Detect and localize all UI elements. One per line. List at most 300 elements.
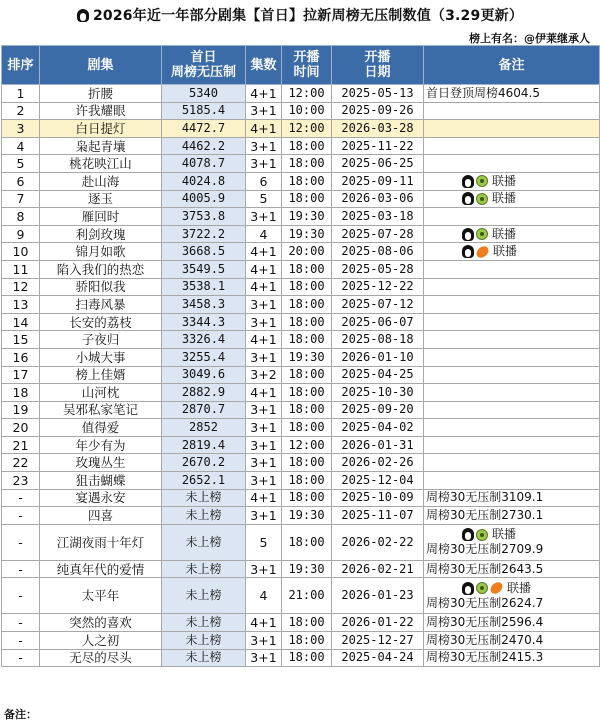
cell-date: 2025-05-28 xyxy=(332,260,424,278)
cell-rank: - xyxy=(2,632,40,650)
cell-score: 未上榜 xyxy=(162,524,246,560)
cell-drama: 无尽的尽头 xyxy=(40,649,162,667)
cell-note xyxy=(424,313,600,331)
cell-score: 2852 xyxy=(162,419,246,437)
page-title: 2026年近一年部分剧集【首日】拉新周榜无压制数值（3.29更新） xyxy=(92,8,524,24)
note-joint-label: 联播 xyxy=(493,244,518,259)
cell-score: 2670.2 xyxy=(162,454,246,472)
cell-date: 2025-05-13 xyxy=(332,85,424,103)
cell-episodes: 5 xyxy=(246,524,282,560)
cell-note xyxy=(424,419,600,437)
cell-rank: 23 xyxy=(2,472,40,490)
cell-score: 3538.1 xyxy=(162,278,246,296)
cell-drama: 人之初 xyxy=(40,632,162,650)
cell-drama: 锦月如歌 xyxy=(40,243,162,261)
cell-drama: 值得爱 xyxy=(40,419,162,437)
cell-episodes: 3+1 xyxy=(246,155,282,173)
cell-episodes: 3+1 xyxy=(246,313,282,331)
mango-icon xyxy=(488,581,504,596)
cell-note xyxy=(424,436,600,454)
cell-rank: 12 xyxy=(2,278,40,296)
cell-note xyxy=(424,489,600,507)
cell-note xyxy=(424,331,600,349)
cell-drama: 太平年 xyxy=(40,578,162,614)
note-joint-label: 联播 xyxy=(492,191,517,206)
cell-drama: 桃花映江山 xyxy=(40,155,162,173)
cell-date: 2025-09-20 xyxy=(332,401,424,419)
cell-score: 未上榜 xyxy=(162,578,246,614)
table-row xyxy=(2,401,600,419)
cell-date: 2025-07-12 xyxy=(332,296,424,314)
cell-drama: 枭起青壤 xyxy=(40,137,162,155)
cell-rank: 15 xyxy=(2,331,40,349)
header-drama: 剧集 xyxy=(40,46,162,85)
cell-date: 2026-02-26 xyxy=(332,454,424,472)
cell-time: 19:30 xyxy=(282,208,332,226)
cell-drama: 年少有为 xyxy=(40,436,162,454)
table-row xyxy=(2,472,600,490)
cell-note xyxy=(424,524,600,560)
table-row xyxy=(2,560,600,578)
cell-date: 2025-12-27 xyxy=(332,632,424,650)
cell-drama: 白日提灯 xyxy=(40,120,162,138)
cell-time: 21:00 xyxy=(282,578,332,614)
header-date-line2: 日期 xyxy=(364,65,391,80)
cell-rank: 11 xyxy=(2,260,40,278)
cell-score: 2652.1 xyxy=(162,472,246,490)
cell-episodes: 3+2 xyxy=(246,366,282,384)
cell-score: 4005.9 xyxy=(162,190,246,208)
cell-drama: 吴邪私家笔记 xyxy=(40,401,162,419)
table-row xyxy=(2,454,600,472)
cell-date: 2025-06-07 xyxy=(332,313,424,331)
cell-drama: 长安的荔枝 xyxy=(40,313,162,331)
cell-score: 3753.8 xyxy=(162,208,246,226)
cell-time: 12:00 xyxy=(282,120,332,138)
cell-score: 3668.5 xyxy=(162,243,246,261)
cell-rank: 4 xyxy=(2,137,40,155)
cell-drama: 骄阳似我 xyxy=(40,278,162,296)
note-line: 周榜30无压制2643.5 xyxy=(426,561,544,576)
table-row xyxy=(2,419,600,437)
cell-score: 未上榜 xyxy=(162,632,246,650)
platform-icons xyxy=(462,192,488,205)
cell-date: 2025-12-22 xyxy=(332,278,424,296)
penguin-icon xyxy=(462,245,474,258)
cell-episodes: 4 xyxy=(246,225,282,243)
cell-note xyxy=(424,260,600,278)
cell-time: 18:00 xyxy=(282,260,332,278)
cell-score: 未上榜 xyxy=(162,560,246,578)
iqiyi-icon xyxy=(476,175,488,187)
cell-score: 2870.7 xyxy=(162,401,246,419)
note-line xyxy=(426,244,597,259)
cell-note xyxy=(424,243,600,261)
cell-note xyxy=(424,384,600,402)
table-row xyxy=(2,85,600,103)
cell-time: 18:00 xyxy=(282,366,332,384)
header-time xyxy=(282,46,332,85)
table-body xyxy=(2,85,600,667)
table-row xyxy=(2,384,600,402)
cell-time: 18:00 xyxy=(282,313,332,331)
cell-episodes: 4+1 xyxy=(246,85,282,103)
cell-score: 3722.2 xyxy=(162,225,246,243)
table-row xyxy=(2,260,600,278)
cell-time: 18:00 xyxy=(282,524,332,560)
table-row xyxy=(2,649,600,667)
table-row xyxy=(2,120,600,138)
cell-episodes: 4+1 xyxy=(246,243,282,261)
table-row xyxy=(2,296,600,314)
cell-time: 19:30 xyxy=(282,560,332,578)
cell-time: 18:00 xyxy=(282,190,332,208)
cell-score: 5340 xyxy=(162,85,246,103)
cell-date: 2026-03-28 xyxy=(332,120,424,138)
table-row xyxy=(2,225,600,243)
cell-score: 未上榜 xyxy=(162,649,246,667)
note-line: 周榜30无压制2596.4 xyxy=(426,615,544,630)
cell-rank: - xyxy=(2,614,40,632)
table-header-row xyxy=(2,46,600,85)
cell-drama: 赴山海 xyxy=(40,172,162,190)
cell-score: 3049.6 xyxy=(162,366,246,384)
cell-drama: 子夜归 xyxy=(40,331,162,349)
table-row xyxy=(2,331,600,349)
note-line: 周榜30无压制2730.1 xyxy=(426,508,544,523)
header-score-line1: 首日 xyxy=(190,50,217,65)
cell-note xyxy=(424,507,600,525)
cell-drama: 四喜 xyxy=(40,507,162,525)
cell-episodes: 4+1 xyxy=(246,331,282,349)
cell-score: 4024.8 xyxy=(162,172,246,190)
cell-date: 2025-09-11 xyxy=(332,172,424,190)
cell-time: 18:00 xyxy=(282,419,332,437)
table-row xyxy=(2,172,600,190)
cell-time: 18:00 xyxy=(282,401,332,419)
cell-note xyxy=(424,649,600,667)
cell-note xyxy=(424,614,600,632)
cell-time: 12:00 xyxy=(282,436,332,454)
cell-date: 2025-09-26 xyxy=(332,102,424,120)
cell-rank: 5 xyxy=(2,155,40,173)
cell-episodes: 3+1 xyxy=(246,436,282,454)
note-line xyxy=(426,581,597,596)
platform-icons xyxy=(462,175,488,188)
cell-episodes: 4+1 xyxy=(246,260,282,278)
cell-episodes: 3+1 xyxy=(246,649,282,667)
ranking-table xyxy=(1,45,600,667)
table-row xyxy=(2,278,600,296)
cell-score: 未上榜 xyxy=(162,614,246,632)
cell-time: 18:00 xyxy=(282,278,332,296)
cell-time: 18:00 xyxy=(282,384,332,402)
table-row xyxy=(2,632,600,650)
cell-date: 2025-03-18 xyxy=(332,208,424,226)
note-line: 首日登顶周榜4604.5 xyxy=(426,85,540,100)
cell-note xyxy=(424,172,600,190)
cell-date: 2026-02-22 xyxy=(332,524,424,560)
table-row xyxy=(2,578,600,614)
table-row xyxy=(2,243,600,261)
title-row xyxy=(0,0,600,30)
cell-rank: 16 xyxy=(2,348,40,366)
note-joint-label: 联播 xyxy=(492,226,517,241)
cell-rank: 1 xyxy=(2,85,40,103)
cell-episodes: 3+1 xyxy=(246,137,282,155)
cell-score: 4462.2 xyxy=(162,137,246,155)
cell-note xyxy=(424,348,600,366)
cell-drama: 江湖夜雨十年灯 xyxy=(40,524,162,560)
cell-drama: 陷入我们的热恋 xyxy=(40,260,162,278)
iqiyi-icon xyxy=(476,582,488,594)
cell-rank: 17 xyxy=(2,366,40,384)
cell-date: 2026-01-23 xyxy=(332,578,424,614)
note-line: 周榜30无压制2709.9 xyxy=(426,542,544,557)
cell-note xyxy=(424,137,600,155)
cell-note xyxy=(424,278,600,296)
cell-time: 18:00 xyxy=(282,296,332,314)
cell-note xyxy=(424,208,600,226)
note-line: 周榜30无压制2470.4 xyxy=(426,632,544,647)
cell-rank: 14 xyxy=(2,313,40,331)
cell-rank: 9 xyxy=(2,225,40,243)
penguin-icon xyxy=(462,228,474,241)
note-joint-label: 联播 xyxy=(492,527,517,542)
cell-note xyxy=(424,155,600,173)
cell-note xyxy=(424,120,600,138)
cell-time: 18:00 xyxy=(282,472,332,490)
cell-note xyxy=(424,472,600,490)
cell-drama: 玫瑰丛生 xyxy=(40,454,162,472)
cell-rank: 2 xyxy=(2,102,40,120)
cell-time: 18:00 xyxy=(282,331,332,349)
platform-icons xyxy=(462,582,503,595)
cell-date: 2026-01-10 xyxy=(332,348,424,366)
cell-drama: 山河枕 xyxy=(40,384,162,402)
iqiyi-icon xyxy=(476,529,488,541)
cell-drama: 许我耀眼 xyxy=(40,102,162,120)
cell-time: 10:00 xyxy=(282,102,332,120)
table-row xyxy=(2,102,600,120)
table-row xyxy=(2,614,600,632)
cell-time: 20:00 xyxy=(282,243,332,261)
cell-rank: 3 xyxy=(2,120,40,138)
table-row xyxy=(2,348,600,366)
cell-episodes: 3+1 xyxy=(246,348,282,366)
cell-time: 18:00 xyxy=(282,172,332,190)
cell-time: 18:00 xyxy=(282,632,332,650)
cell-episodes: 3+1 xyxy=(246,401,282,419)
cell-episodes: 3+1 xyxy=(246,208,282,226)
cell-rank: 20 xyxy=(2,419,40,437)
cell-note xyxy=(424,560,600,578)
cell-score: 未上榜 xyxy=(162,489,246,507)
cell-rank: 13 xyxy=(2,296,40,314)
note-joint-label: 联播 xyxy=(492,173,517,188)
cell-rank: 22 xyxy=(2,454,40,472)
cell-rank: 8 xyxy=(2,208,40,226)
cell-note xyxy=(424,632,600,650)
mango-icon xyxy=(474,244,490,259)
cell-rank: 18 xyxy=(2,384,40,402)
table-row xyxy=(2,208,600,226)
cell-rank: - xyxy=(2,578,40,614)
cell-note xyxy=(424,225,600,243)
cell-drama: 宴遇永安 xyxy=(40,489,162,507)
table-row xyxy=(2,489,600,507)
penguin-icon xyxy=(462,175,474,188)
penguin-icon xyxy=(462,582,474,595)
cell-note xyxy=(424,296,600,314)
cell-date: 2025-12-04 xyxy=(332,472,424,490)
cell-date: 2025-04-25 xyxy=(332,366,424,384)
cell-score: 3549.5 xyxy=(162,260,246,278)
cell-episodes: 3+1 xyxy=(246,472,282,490)
cell-episodes: 3+1 xyxy=(246,419,282,437)
cell-time: 18:00 xyxy=(282,489,332,507)
cell-drama: 逐玉 xyxy=(40,190,162,208)
cell-rank: - xyxy=(2,507,40,525)
cell-episodes: 5 xyxy=(246,190,282,208)
cell-note xyxy=(424,401,600,419)
cell-score: 3326.4 xyxy=(162,331,246,349)
cell-date: 2026-03-06 xyxy=(332,190,424,208)
note-line: 周榜30无压制3109.1 xyxy=(426,490,544,505)
platform-icons xyxy=(462,228,488,241)
cell-drama: 突然的喜欢 xyxy=(40,614,162,632)
cell-drama: 扫毒风暴 xyxy=(40,296,162,314)
cell-score: 未上榜 xyxy=(162,507,246,525)
cell-episodes: 4+1 xyxy=(246,384,282,402)
table-row xyxy=(2,524,600,560)
cell-episodes: 3+1 xyxy=(246,632,282,650)
table-row xyxy=(2,313,600,331)
cell-score: 3344.3 xyxy=(162,313,246,331)
penguin-icon xyxy=(462,192,474,205)
note-line: 周榜30无压制2415.3 xyxy=(426,650,544,665)
cell-drama: 小城大事 xyxy=(40,348,162,366)
cell-rank: 21 xyxy=(2,436,40,454)
cell-episodes: 4+1 xyxy=(246,278,282,296)
cell-note xyxy=(424,85,600,103)
cell-episodes: 3+1 xyxy=(246,560,282,578)
cell-score: 4078.7 xyxy=(162,155,246,173)
cell-episodes: 4+1 xyxy=(246,614,282,632)
cell-time: 18:00 xyxy=(282,649,332,667)
cell-episodes: 3+1 xyxy=(246,507,282,525)
platform-icons xyxy=(462,528,488,541)
cell-episodes: 3+1 xyxy=(246,102,282,120)
note-joint-label: 联播 xyxy=(507,580,532,595)
table-row xyxy=(2,507,600,525)
header-time-line2: 时间 xyxy=(293,65,320,80)
cell-drama: 狙击蝴蝶 xyxy=(40,472,162,490)
page-subtitle: 榜上有名：@伊莱继承人 xyxy=(469,32,590,45)
cell-rank: 10 xyxy=(2,243,40,261)
cell-episodes: 4+1 xyxy=(246,120,282,138)
cell-rank: 7 xyxy=(2,190,40,208)
cell-episodes: 4 xyxy=(246,578,282,614)
note-line xyxy=(426,227,597,242)
cell-drama: 纯真年代的爱情 xyxy=(40,560,162,578)
header-date xyxy=(332,46,424,85)
cell-episodes: 6 xyxy=(246,172,282,190)
iqiyi-icon xyxy=(476,193,488,205)
cell-score: 2882.9 xyxy=(162,384,246,402)
cell-rank: 19 xyxy=(2,401,40,419)
cell-note xyxy=(424,102,600,120)
cell-date: 2025-04-24 xyxy=(332,649,424,667)
cell-score: 3255.4 xyxy=(162,348,246,366)
iqiyi-icon xyxy=(476,228,488,240)
cell-note xyxy=(424,454,600,472)
cell-drama: 雁回时 xyxy=(40,208,162,226)
cell-date: 2025-08-18 xyxy=(332,331,424,349)
table-row xyxy=(2,366,600,384)
cell-rank: - xyxy=(2,649,40,667)
cell-note xyxy=(424,578,600,614)
penguin-icon xyxy=(462,528,474,541)
cell-date: 2026-01-31 xyxy=(332,436,424,454)
cell-date: 2025-08-06 xyxy=(332,243,424,261)
header-score xyxy=(162,46,246,85)
cell-time: 18:00 xyxy=(282,454,332,472)
note-line xyxy=(426,174,597,189)
table-row xyxy=(2,155,600,173)
footer-note: 备注： xyxy=(4,708,37,721)
cell-time: 12:00 xyxy=(282,85,332,103)
cell-episodes: 3+1 xyxy=(246,296,282,314)
cell-score: 3458.3 xyxy=(162,296,246,314)
header-rank: 排序 xyxy=(2,46,40,85)
cell-drama: 折腰 xyxy=(40,85,162,103)
cell-time: 18:00 xyxy=(282,155,332,173)
cell-time: 19:30 xyxy=(282,225,332,243)
table-row xyxy=(2,190,600,208)
cell-drama: 利剑玫瑰 xyxy=(40,225,162,243)
header-note: 备注 xyxy=(424,46,600,85)
cell-time: 18:00 xyxy=(282,614,332,632)
cell-time: 19:30 xyxy=(282,507,332,525)
cell-rank: - xyxy=(2,560,40,578)
cell-episodes: 3+1 xyxy=(246,454,282,472)
penguin-icon xyxy=(77,9,89,22)
header-score-line2: 周榜无压制 xyxy=(170,65,236,80)
cell-time: 18:00 xyxy=(282,137,332,155)
cell-date: 2025-10-09 xyxy=(332,489,424,507)
cell-date: 2025-11-07 xyxy=(332,507,424,525)
cell-rank: - xyxy=(2,489,40,507)
cell-time: 19:30 xyxy=(282,348,332,366)
header-episodes: 集数 xyxy=(246,46,282,85)
cell-score: 5185.4 xyxy=(162,102,246,120)
cell-note xyxy=(424,190,600,208)
cell-date: 2025-11-22 xyxy=(332,137,424,155)
header-date-line1: 开播 xyxy=(364,50,391,65)
cell-date: 2025-04-02 xyxy=(332,419,424,437)
cell-drama: 榜上佳婿 xyxy=(40,366,162,384)
cell-date: 2025-07-28 xyxy=(332,225,424,243)
cell-score: 4472.7 xyxy=(162,120,246,138)
note-line: 周榜30无压制2624.7 xyxy=(426,595,544,610)
table-row xyxy=(2,436,600,454)
cell-date: 2026-01-22 xyxy=(332,614,424,632)
cell-episodes: 4+1 xyxy=(246,489,282,507)
cell-date: 2025-06-25 xyxy=(332,155,424,173)
note-line xyxy=(426,527,597,542)
cell-rank: 6 xyxy=(2,172,40,190)
